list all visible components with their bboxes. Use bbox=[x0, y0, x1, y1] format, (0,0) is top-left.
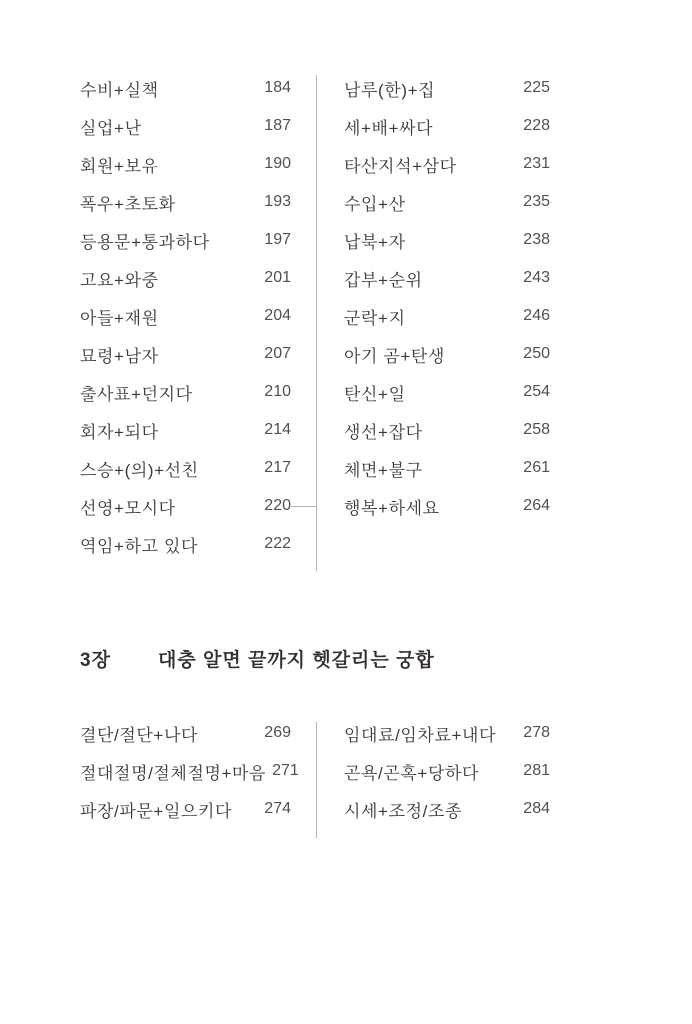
entry-page-number: 214 bbox=[264, 421, 291, 438]
entry-page-number: 261 bbox=[523, 459, 550, 476]
toc-entry bbox=[80, 790, 291, 828]
toc-entry bbox=[344, 259, 550, 297]
toc-entry bbox=[80, 69, 291, 107]
entry-page-number: 201 bbox=[264, 269, 291, 286]
toc-entry bbox=[80, 373, 291, 411]
toc-entry bbox=[344, 752, 550, 790]
entry-label: 탄신+일 bbox=[344, 384, 406, 404]
entry-label: 역임+하고 있다 bbox=[80, 536, 198, 556]
toc-entry bbox=[344, 487, 550, 525]
entry-label: 출사표+던지다 bbox=[80, 384, 193, 404]
entry-label: 파장/파문+일으키다 bbox=[80, 801, 233, 821]
entry-page-number: 284 bbox=[523, 800, 550, 817]
toc-entry bbox=[344, 183, 550, 221]
entry-label: 등용문+통과하다 bbox=[80, 232, 210, 252]
entry-label: 실업+난 bbox=[80, 118, 142, 138]
entry-page-number: 264 bbox=[523, 497, 550, 514]
toc-entry bbox=[344, 69, 550, 107]
entry-label: 생선+잡다 bbox=[344, 422, 423, 442]
entry-page-number: 235 bbox=[523, 193, 550, 210]
toc-top-right-column bbox=[344, 69, 550, 525]
entry-page-number: 250 bbox=[523, 345, 550, 362]
toc-entry bbox=[80, 411, 291, 449]
toc-entry bbox=[344, 335, 550, 373]
toc-entry bbox=[344, 221, 550, 259]
toc-bottom-right-column bbox=[344, 714, 550, 828]
toc-entry bbox=[344, 714, 550, 752]
toc-top-left-column bbox=[80, 69, 291, 563]
toc-entry bbox=[80, 259, 291, 297]
entry-page-number: 281 bbox=[523, 762, 550, 779]
entry-page-number: 222 bbox=[264, 535, 291, 552]
entry-label: 회자+되다 bbox=[80, 422, 159, 442]
entry-page-number: 197 bbox=[264, 231, 291, 248]
entry-page-number: 243 bbox=[523, 269, 550, 286]
entry-label: 임대료/임차료+내다 bbox=[344, 725, 497, 745]
entry-page-number: 228 bbox=[523, 117, 550, 134]
entry-page-number: 220 bbox=[264, 497, 291, 514]
toc-entry bbox=[344, 411, 550, 449]
entry-label: 폭우+초토화 bbox=[80, 194, 176, 214]
toc-entry bbox=[80, 714, 291, 752]
entry-label: 고요+와중 bbox=[80, 270, 159, 290]
entry-page-number: 210 bbox=[264, 383, 291, 400]
entry-label: 선영+모시다 bbox=[80, 498, 176, 518]
toc-entry bbox=[80, 335, 291, 373]
entry-page-number: 225 bbox=[523, 79, 550, 96]
entry-page-number: 190 bbox=[264, 155, 291, 172]
entry-label: 납북+자 bbox=[344, 232, 406, 252]
toc-entry bbox=[80, 752, 299, 790]
entry-label: 결단/절단+나다 bbox=[80, 725, 198, 745]
entry-page-number: 269 bbox=[264, 724, 291, 741]
entry-label: 세+배+싸다 bbox=[344, 118, 434, 138]
entry-label: 회원+보유 bbox=[80, 156, 159, 176]
entry-page-number: 271 bbox=[272, 762, 299, 779]
entry-page-number: 187 bbox=[264, 117, 291, 134]
entry-label: 곤욕/곤혹+당하다 bbox=[344, 763, 480, 783]
entry-page-number: 258 bbox=[523, 421, 550, 438]
toc-entry bbox=[80, 297, 291, 335]
entry-page-number: 238 bbox=[523, 231, 550, 248]
toc-entry bbox=[80, 107, 291, 145]
entry-label: 갑부+순위 bbox=[344, 270, 423, 290]
entry-page-number: 278 bbox=[523, 724, 550, 741]
chapter-heading bbox=[80, 645, 435, 672]
entry-label: 시세+조정/조종 bbox=[344, 801, 462, 821]
entry-label: 스승+(의)+선친 bbox=[80, 460, 199, 480]
entry-label: 아들+재원 bbox=[80, 308, 159, 328]
entry-page-number: 204 bbox=[264, 307, 291, 324]
entry-label: 수입+산 bbox=[344, 194, 406, 214]
entry-label: 타산지석+삼다 bbox=[344, 156, 457, 176]
toc-entry bbox=[344, 449, 550, 487]
column-divider-line bbox=[316, 75, 317, 571]
entry-page-number: 246 bbox=[523, 307, 550, 324]
entry-label: 군락+지 bbox=[344, 308, 406, 328]
entry-dash-marker bbox=[291, 506, 316, 507]
entry-label: 체면+불구 bbox=[344, 460, 423, 480]
toc-entry bbox=[80, 449, 291, 487]
toc-entry bbox=[344, 145, 550, 183]
entry-page-number: 193 bbox=[264, 193, 291, 210]
toc-entry bbox=[80, 487, 291, 525]
toc-entry bbox=[80, 145, 291, 183]
toc-entry bbox=[344, 297, 550, 335]
chapter-title: 대충 알면 끝까지 헷갈리는 궁합 bbox=[158, 650, 435, 671]
toc-entry bbox=[344, 373, 550, 411]
chapter-number: 3장 bbox=[80, 650, 111, 671]
entry-page-number: 217 bbox=[264, 459, 291, 476]
toc-bottom-left-column bbox=[80, 714, 299, 828]
entry-page-number: 231 bbox=[523, 155, 550, 172]
entry-page-number: 207 bbox=[264, 345, 291, 362]
entry-label: 수비+실책 bbox=[80, 80, 159, 100]
entry-page-number: 274 bbox=[264, 800, 291, 817]
toc-entry bbox=[344, 107, 550, 145]
entry-label: 절대절명/절체절명+마음 bbox=[80, 763, 267, 783]
entry-page-number: 254 bbox=[523, 383, 550, 400]
entry-label: 묘령+남자 bbox=[80, 346, 159, 366]
toc-entry bbox=[344, 790, 550, 828]
toc-entry bbox=[80, 221, 291, 259]
toc-entry bbox=[80, 525, 291, 563]
entry-label: 행복+하세요 bbox=[344, 498, 440, 518]
entry-page-number: 184 bbox=[264, 79, 291, 96]
entry-label: 아기 곰+탄생 bbox=[344, 346, 445, 366]
column-divider-line bbox=[316, 722, 317, 838]
toc-entry bbox=[80, 183, 291, 221]
entry-label: 남루(한)+집 bbox=[344, 80, 436, 100]
